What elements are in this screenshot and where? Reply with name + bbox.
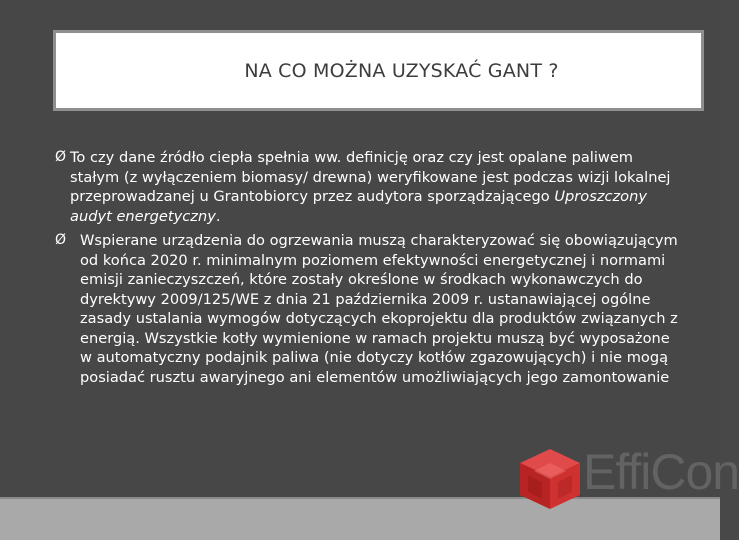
bullet-text: Wspierane urządzenia do ogrzewania muszą charakteryzować się obowiązującym od końca 2020 r. minimalnym poziomem efektywności energetycznej i normami emisji zanieczyszczeń, które zostały określone w środkach wykonawczych do dyrektywy 2009/125/WE z dnia 21 października 2009 r. ustanawiającej ogólne zasady ustalania wymogów dotyczących ekoprojektu dla produktów związanych z energią. Wszystkie kotły wymienione w ramach projektu muszą być wyposażone w automatyczny podajnik paliwa (nie dotyczy kotłów zgazowujących) i nie mogą posiadać rusztu awaryjnego ani elementów umożliwiających jego zamontowanie (80, 232, 678, 386)
arrow-bullet-icon: Ø (55, 232, 67, 248)
arrow-bullet-icon: Ø (55, 149, 67, 165)
bullet-item (55, 231, 680, 387)
title-box (53, 30, 704, 111)
slide-title: NA CO MOŻNA UZYSKAĆ GANT ? (244, 59, 559, 82)
efficon-logo (514, 441, 739, 513)
bullet-text (70, 148, 680, 226)
bullet-text-italic: Uproszczony audyt energetyczny (70, 188, 647, 225)
logo-text: EffiCon (583, 444, 739, 500)
bullet-text-end: . (215, 207, 221, 225)
bullet-list (55, 148, 680, 392)
bullet-text-plain: To czy dane źródło ciepła spełnia ww. definicję oraz czy jest opalane paliwem stałym (z wyłączeniem biomasy/ drewna) weryfikowane jest podczas wizji lokalnej przeprowadzanej u Grantobiorcy przez audytora sporządzającego (70, 149, 671, 205)
red-cube-icon (514, 441, 592, 513)
bullet-item (55, 148, 680, 226)
